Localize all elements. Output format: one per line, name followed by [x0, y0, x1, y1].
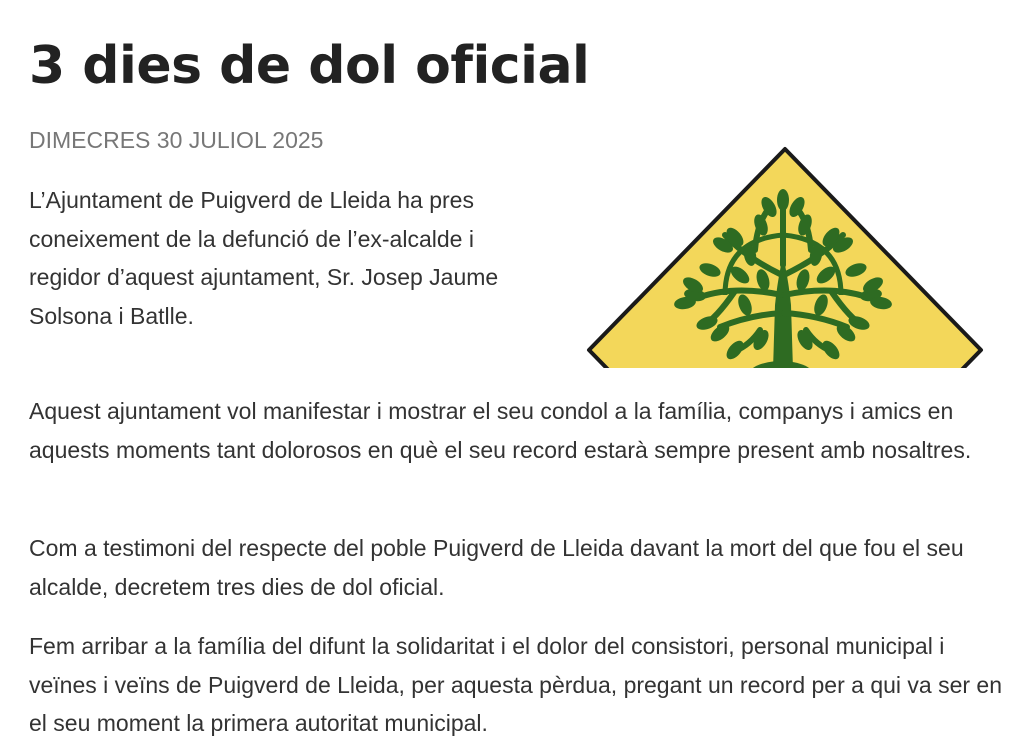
paragraph-4: Fem arribar a la família del difunt la solidaritat i el dolor del consistori, personal municipal i veïnes i veïns de Puigverd de Lleida, per aquesta pèrdua, pregant un record per a qui va ser en el seu moment la primera autoritat municipal.: [29, 633, 1003, 736]
coat-of-arms-green-tree-icon: [585, 145, 987, 368]
paragraph-1: L’Ajuntament de Puigverd de Lleida ha pres coneixement de la defunció de l’ex-alcalde i regidor d’aquest ajuntament, Sr. Josep Jaume Solsona i Batlle.: [29, 187, 499, 329]
paragraph-3: Com a testimoni del respecte del poble Puigverd de Lleida davant la mort del que fou el seu alcalde, decretem tres dies de dol oficial.: [29, 535, 964, 600]
coat-of-arms-image: [585, 145, 987, 368]
article-title: 3 dies de dol oficial: [29, 36, 590, 96]
tree-leaf-shape: [777, 189, 789, 211]
paragraph-2: Aquest ajuntament vol manifestar i mostrar el seu condol a la família, companys i amics en aquests moments tant dolorosos en què el seu record estarà sempre present amb nosaltres.: [29, 398, 972, 463]
article-date: DIMECRES 30 JULIOL 2025: [29, 127, 324, 153]
